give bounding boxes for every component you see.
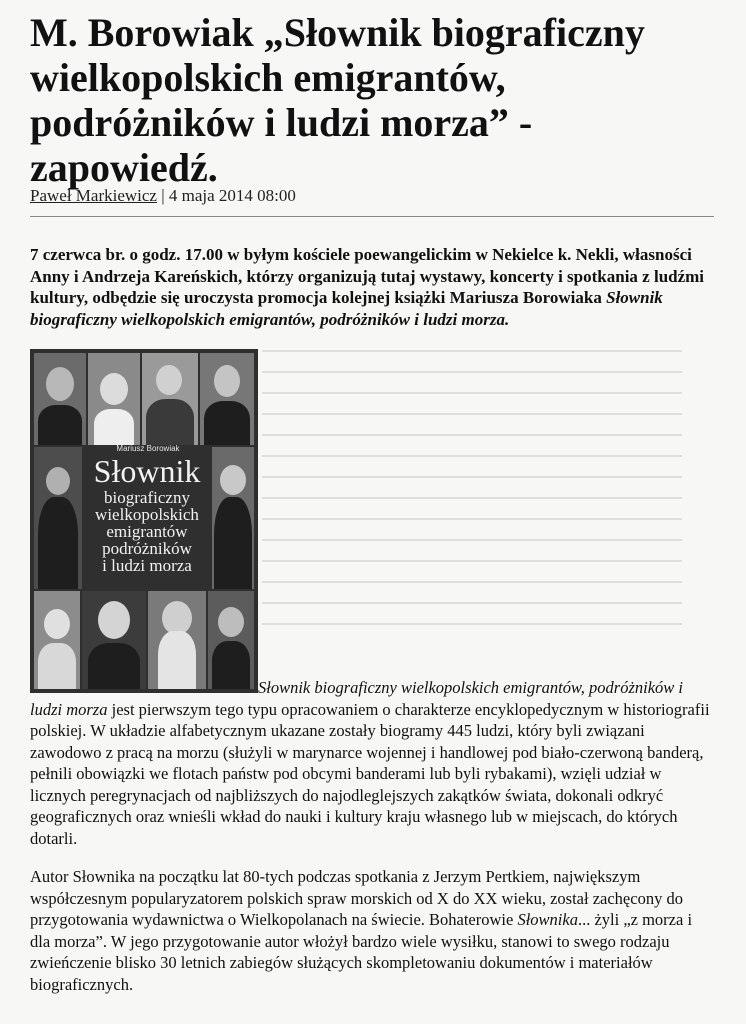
- byline: [30, 186, 296, 206]
- lead-book-title: Słownik biograficzny wielkopolskich emigrantów, podróżników i ludzi morza.: [30, 288, 663, 329]
- cover-title-line: i ludzi morza: [102, 556, 192, 575]
- book-title-italic: Słownik biograficzny wielkopolskich emigrantów, podróżników i ludzi morza: [30, 678, 683, 719]
- portrait-photo: [82, 591, 146, 689]
- portrait-photo: [208, 591, 254, 689]
- article-lead: [30, 244, 716, 330]
- portrait-photo: [212, 447, 254, 589]
- byline-separator: |: [161, 186, 165, 205]
- cover-title-line: podróżników: [102, 539, 192, 558]
- cover-title-line: wielkopolskich: [95, 505, 199, 524]
- cover-author: Mariusz Borowiak: [116, 444, 180, 453]
- paragraph-text: jest pierwszym tego typu opracowaniem o charakterze encyklopedycznym w historiografii polskiej. W układzie alfabetycznym ukazane zostały biogramy 445 ludzi, który byli związani zawodowo z pracą na morzu (służyli w marynarce wojennej i handlowej pod biało-czerwoną banderą, pełnili obowiązki we flotach państw pod obcymi banderami lub byli rybakami), wzięli udział w licznych peregrynacjach od najbliższych do najodleglejszych zakątków świata, dokonali odkryć geograficznych oraz wnieśli wkład do nauki i kultury kraju własnego lub w miejscach, do których dotarli.: [30, 699, 710, 848]
- paragraph: [30, 677, 716, 849]
- article-title: M. Borowiak „Słownik biograficzny wielkopolskich emigrantów, podróżników i ludzi morza” - zapowiedź.: [30, 10, 645, 190]
- cover-title: [84, 453, 210, 574]
- portrait-photo: [200, 353, 254, 445]
- cover-title-line: emigrantów: [106, 522, 188, 541]
- book-cover-image: [30, 349, 258, 693]
- publish-date: 4 maja 2014 08:00: [168, 186, 296, 205]
- portrait-photo: [34, 591, 80, 689]
- portrait-photo: [142, 353, 198, 445]
- book-title-italic: Słownika: [517, 910, 578, 929]
- show-through-texture: [262, 350, 682, 630]
- author-link[interactable]: Paweł Markiewicz: [30, 186, 157, 205]
- portrait-photo: [148, 591, 206, 689]
- portrait-photo: [34, 353, 86, 445]
- cover-title-line: Słownik: [93, 453, 201, 489]
- lead-text: 7 czerwca br. o godz. 17.00 w byłym kościele poewangelickim w Nekielce k. Nekli, własności Anny i Andrzeja Kareńskich, którzy organizują tutaj wystawy, koncerty i spotkania z ludźmi kultury, odbędzie się uroczysta promocja kolejnej książki Mariusza Borowiaka: [30, 245, 705, 307]
- paragraph: [30, 866, 716, 995]
- portrait-photo: [88, 353, 140, 445]
- paragraph-text: Autor Słownika na początku lat 80-tych podczas spotkania z Jerzym Pertkiem, największym współczesnym popularyzatorem polskich spraw morskich od X do XX wieku, został zachęcony do przygotowania wydawnictwa o Wielkopolanach na świecie. Bohaterowie: [30, 867, 683, 929]
- title-divider: [30, 216, 714, 217]
- paragraph-text: ... żyli „z morza i dla morza”. W jego przygotowanie autor włożył bardzo wiele wysiłku, stanowi to swego rodzaju zwieńczenie blisko 30 letnich zabiegów służących skompletowaniu dokumentów i materiałów biograficznych.: [30, 910, 693, 994]
- portrait-photo: [34, 447, 82, 589]
- cover-title-line: biograficzny: [104, 488, 190, 507]
